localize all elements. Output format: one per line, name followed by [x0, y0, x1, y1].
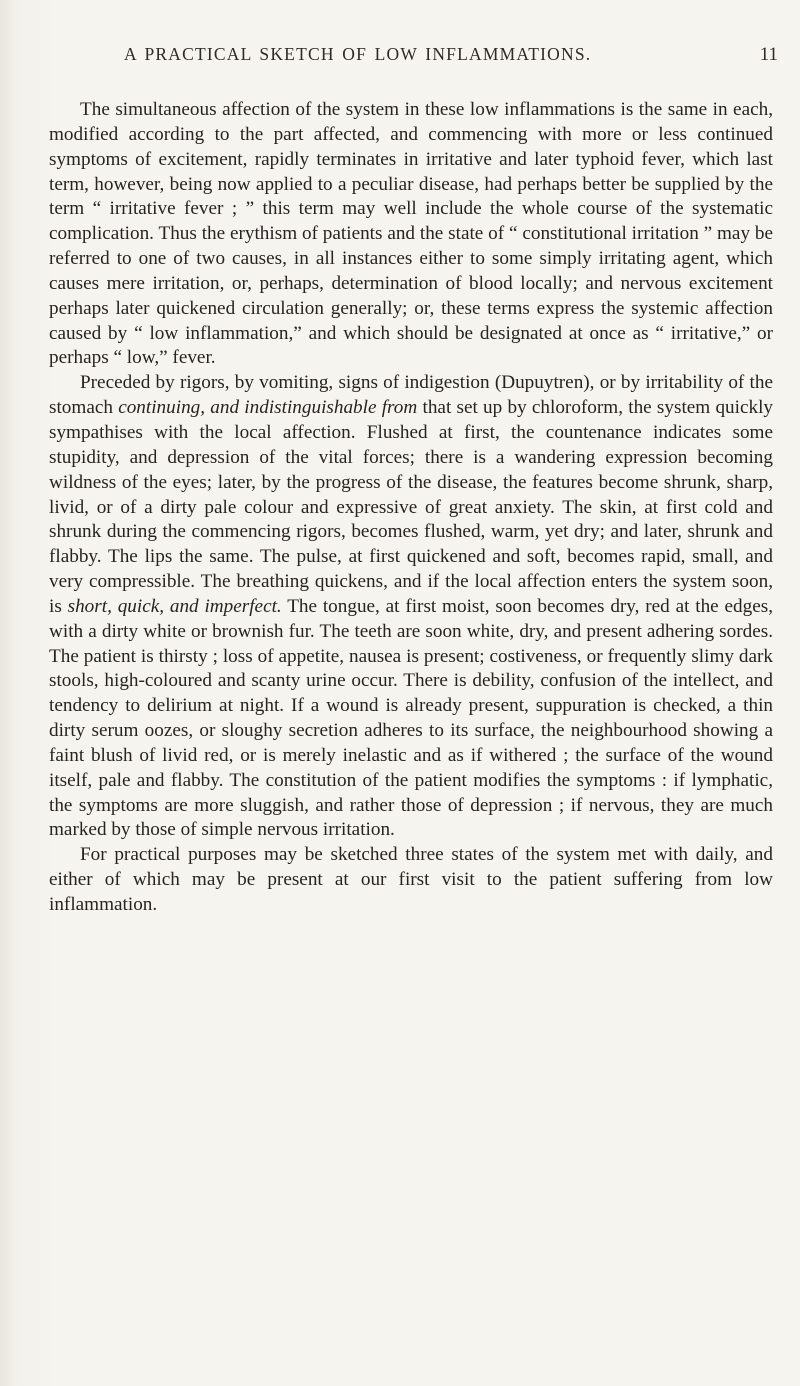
paragraph-2-italic-a: continuing, and indistinguishable from: [118, 397, 418, 419]
paragraph-3-text: For practical purposes may be sketched three states of the system met with daily, and either of which may be present at our first visit to the patient suffering from low inflammation.: [49, 844, 773, 915]
paragraph-3: [49, 843, 773, 918]
page-number: 11: [759, 44, 778, 65]
paragraph-2-text-c: The tongue, at first moist, soon becomes dry, red at the edges, with a dirty white or brownish fur. The teeth are soon white, dry, and present adhering sordes. The patient is thirsty ; loss of appetite, nausea is present; costiveness, or frequently slimy dark stools, high-coloured and scanty urine occur. There is debility, confusion of the intellect, and tendency to delirium at night. If a wound is already present, suppuration is checked, a thin dirty serum oozes, or sloughy secretion adheres to its surface, the neighbourhood showing a faint blush of livid red, or is merely inelastic and as if withered ; the surface of the wound itself, pale and flabby. The constitution of the patient modifies the symptoms : if lymphatic, the symptoms are more sluggish, and rather those of depression ; if nervous, they are much marked by those of simple nervous irritation.: [49, 595, 773, 841]
paragraph-1: [49, 98, 773, 371]
paragraph-2-italic-b: short, quick, and imperfect.: [67, 595, 282, 617]
paragraph-2-text-b: that set up by chloroform, the system quickly sympathises with the local affection. Flushed at first, the countenance indicates some stupidity, and depression of the vital forces; there is a wandering expression becoming wildness of the eyes; later, by the progress of the disease, the features become shrunk, sharp, livid, or of a dirty pale colour and expressive of great anxiety. The skin, at first cold and shrunk during the commencing rigors, becomes flushed, warm, yet dry; and later, shrunk and flabby. The lips the same. The pulse, at first quickened and soft, becomes rapid, small, and very compressible. The breathing quickens, and if the local affection enters the system soon, is: [49, 397, 773, 617]
page-header: [72, 44, 778, 70]
paragraph-2: [49, 371, 773, 843]
running-head: A PRACTICAL SKETCH OF LOW INFLAMMATIONS.: [124, 44, 592, 64]
paragraph-2-text-a: Preceded by rigors, by vomiting, signs of indigestion (Dupuytren), or by irritability of the stomach: [49, 372, 773, 419]
paragraph-1-text: The simultaneous affection of the system in these low inflammations is the same in each, modified according to the part affected, and commencing with more or less continued symptoms of excitement, rapidly terminates in irritative and later typhoid fever, which last term, however, being now applied to a peculiar disease, had perhaps better be supplied by the term “ irritative fever ; ” this term may well include the whole course of the systematic complication. Thus the erythism of patients and the state of “ constitutional irritation ” may be referred to one of two causes, in all instances either to some simply irritating agent, which causes mere irritation, or, perhaps, determination of blood locally; and nervous excitement perhaps later quickened circulation generally; or, these terms express the systemic affection caused by “ low inflammation,” and which should be designated at once as “ irritative,” or perhaps “ low,” fever.: [49, 99, 773, 369]
body-text: [49, 98, 773, 918]
